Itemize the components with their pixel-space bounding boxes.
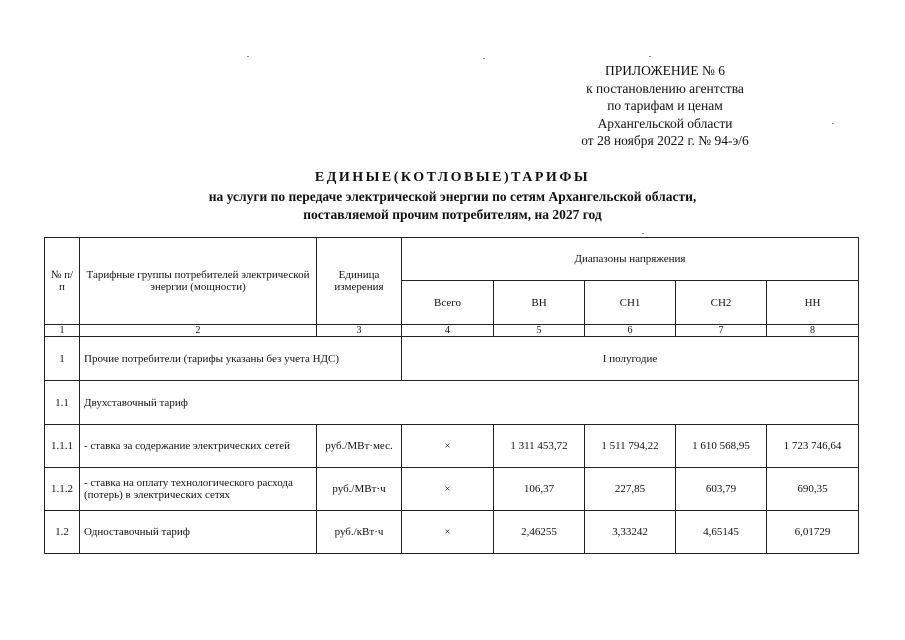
header-unit: Единица измерения (317, 238, 402, 325)
header-total: Всего (402, 281, 494, 325)
scan-speck (247, 56, 249, 57)
column-number: 3 (317, 325, 402, 337)
column-number: 4 (402, 325, 494, 337)
table-row (45, 337, 859, 381)
row-name: Одноставочный тариф (80, 511, 317, 554)
column-number: 2 (80, 325, 317, 337)
row-value-vn: 106,37 (494, 468, 585, 511)
row-period: I полугодие (402, 337, 859, 381)
row-value-nn: 690,35 (767, 468, 859, 511)
row-total: × (402, 511, 494, 554)
appendix-line: к постановлению агентства (586, 80, 744, 96)
header-sn1: СН1 (585, 281, 676, 325)
appendix-line: Архангельской области (597, 115, 733, 131)
title-subtitle: поставляемой прочим потребителям, на 2027 год (303, 207, 602, 222)
row-num: 1 (45, 337, 80, 381)
header-sn2: СН2 (676, 281, 767, 325)
row-num: 1.1.1 (45, 425, 80, 468)
appendix-number: ПРИЛОЖЕНИЕ № 6 (604, 63, 726, 78)
title-subtitle: на услуги по передаче электрической энергии по сетям Архангельской области, (208, 189, 697, 204)
row-num: 1.1 (45, 381, 80, 425)
scan-speck (483, 58, 485, 59)
row-value-vn: 2,46255 (494, 511, 585, 554)
table-row (45, 381, 859, 425)
table-row (45, 425, 859, 468)
row-value-sn2: 603,79 (676, 468, 767, 511)
row-name: - ставка на оплату технологического расхода (потерь) в электрических сетях (80, 468, 317, 511)
row-value-sn1: 1 511 794,22 (585, 425, 676, 468)
header-nn: НН (767, 281, 859, 325)
header-num: № п/п (45, 238, 80, 325)
column-number: 5 (494, 325, 585, 337)
column-number: 1 (45, 325, 80, 337)
table-row (45, 468, 859, 511)
title-main: ЕДИНЫЕ(КОТЛОВЫЕ)ТАРИФЫ (314, 170, 591, 185)
table-row (45, 511, 859, 554)
row-name: - ставка за содержание электрических сетей (80, 425, 317, 468)
row-num: 1.2 (45, 511, 80, 554)
row-num: 1.1.2 (45, 468, 80, 511)
row-name: Двухставочный тариф (80, 381, 859, 425)
scan-speck (642, 233, 644, 234)
column-number: 8 (767, 325, 859, 337)
row-unit: руб./кВт·ч (317, 511, 402, 554)
tariff-table (44, 237, 859, 554)
appendix-header (560, 62, 770, 150)
row-value-sn1: 3,33242 (585, 511, 676, 554)
scan-speck (649, 56, 651, 57)
row-value-nn: 1 723 746,64 (767, 425, 859, 468)
appendix-date: от 28 ноября 2022 г. № 94-э/6 (581, 133, 749, 148)
row-value-vn: 1 311 453,72 (494, 425, 585, 468)
header-voltage-ranges: Диапазоны напряжения (402, 238, 859, 281)
row-value-sn2: 1 610 568,95 (676, 425, 767, 468)
appendix-line: по тарифам и ценам (607, 98, 723, 113)
header-vn: ВН (494, 281, 585, 325)
row-total: × (402, 425, 494, 468)
row-total: × (402, 468, 494, 511)
row-unit: руб./МВт·ч (317, 468, 402, 511)
column-number: 6 (585, 325, 676, 337)
row-value-nn: 6,01729 (767, 511, 859, 554)
scan-speck (832, 123, 834, 124)
document-title (0, 168, 905, 224)
row-value-sn2: 4,65145 (676, 511, 767, 554)
column-number: 7 (676, 325, 767, 337)
row-unit: руб./МВт·мес. (317, 425, 402, 468)
row-name: Прочие потребители (тарифы указаны без учета НДС) (80, 337, 402, 381)
header-group: Тарифные группы потребителей электрической энергии (мощности) (80, 238, 317, 325)
row-value-sn1: 227,85 (585, 468, 676, 511)
